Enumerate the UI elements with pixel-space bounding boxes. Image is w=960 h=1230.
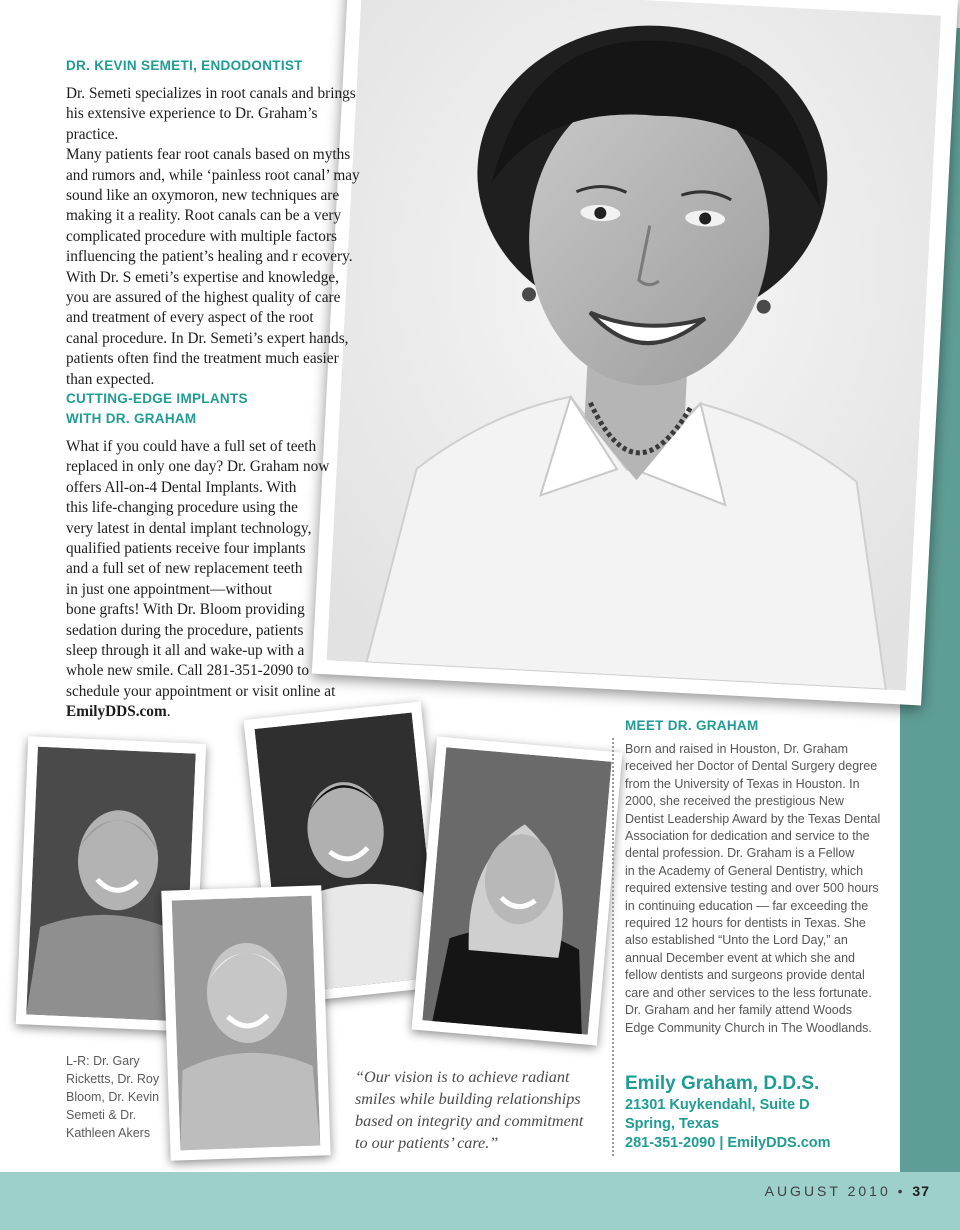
photo-dr-akers xyxy=(412,736,623,1045)
caption-line: Bloom, Dr. Kevin xyxy=(66,1090,160,1104)
implants-line: What if you could have a full set of teeth xyxy=(66,438,317,455)
semeti-line: patients often find the treatment much easier xyxy=(66,350,339,368)
main-portrait-photo xyxy=(312,0,958,705)
meet-line: Association for dedication and service to the xyxy=(625,829,870,844)
meet-line: fellow dentists and surgeons provide dental xyxy=(625,968,865,983)
semeti-line: and rumors and, while ‘painless root canal’ may xyxy=(66,166,360,184)
meet-line: dental profession. Dr. Graham is a Fellow xyxy=(625,846,855,861)
caption-line: L-R: Dr. Gary xyxy=(66,1054,140,1068)
implants-line: schedule your appointment or visit online at xyxy=(66,682,336,700)
contact-address: 21301 Kuykendahl, Suite D xyxy=(625,1097,810,1113)
meet-body xyxy=(625,741,891,1037)
semeti-line: than expected. xyxy=(66,370,155,388)
semeti-line: Many patients fear root canals based on myths xyxy=(66,146,351,164)
implants-heading-line: CUTTING-EDGE IMPLANTS xyxy=(66,391,248,406)
contact-phone-web[interactable]: 281-351-2090 | EmilyDDS.com xyxy=(625,1135,831,1151)
implants-line: replaced in only one day? Dr. Graham now xyxy=(66,458,330,476)
implants-line: whole new smile. Call 281-351-2090 to xyxy=(66,662,310,680)
meet-line: required 12 hours for dentists in Texas. She xyxy=(625,916,866,931)
implants-line: sedation during the procedure, patients xyxy=(66,621,304,639)
quote-line: to our patients’ care.” xyxy=(355,1134,499,1152)
implants-heading-line: WITH DR. GRAHAM xyxy=(66,411,197,426)
meet-line: 2000, she received the prestigious New xyxy=(625,794,844,809)
photo-caption xyxy=(66,1052,176,1142)
implants-heading xyxy=(66,389,248,429)
akers-illustration xyxy=(422,747,611,1034)
column-divider xyxy=(612,738,614,1156)
contact-block xyxy=(625,1072,831,1153)
meet-line: Born and raised in Houston, Dr. Graham xyxy=(625,742,849,756)
portrait-illustration xyxy=(327,0,942,691)
photo-dr-bloom xyxy=(161,885,330,1160)
semeti-heading: DR. KEVIN SEMETI, ENDODONTIST xyxy=(66,58,303,73)
semeti-line: his extensive experience to Dr. Graham’s practice. xyxy=(66,105,318,143)
meet-line: Edge Community Church in The Woodlands. xyxy=(625,1020,872,1035)
doctor-name: Emily Graham, D.D.S. xyxy=(625,1073,820,1094)
meet-line: care and other services to the less fortunate. xyxy=(625,985,872,1000)
meet-line: required extensive testing and over 500 hours xyxy=(625,881,879,896)
semeti-line: With Dr. S emeti’s expertise and knowledge, xyxy=(66,268,339,286)
semeti-line: Dr. Semeti specializes in root canals and brings xyxy=(66,85,356,102)
semeti-body xyxy=(66,84,366,390)
caption-line: Semeti & Dr. xyxy=(66,1108,137,1122)
contact-city: Spring, Texas xyxy=(625,1116,720,1132)
semeti-line: making it a reality. Root canals can be a very xyxy=(66,207,342,225)
implants-line: very latest in dental implant technology, xyxy=(66,519,312,537)
bloom-illustration xyxy=(172,896,321,1151)
implants-line: offers All-on-4 Dental Implants. With xyxy=(66,478,297,496)
caption-line: Ricketts, Dr. Roy xyxy=(66,1072,160,1086)
meet-line: received her Doctor of Dental Surgery degree xyxy=(625,759,878,774)
caption-line: Kathleen Akers xyxy=(66,1126,151,1140)
quote-line: “Our vision is to achieve radiant xyxy=(355,1068,570,1086)
page-number: 37 xyxy=(912,1183,930,1199)
meet-line: from the University of Texas in Houston. In xyxy=(625,776,860,791)
semeti-line: canal procedure. In Dr. Semeti’s expert hands, xyxy=(66,329,349,347)
quote-line: based on integrity and commitment xyxy=(355,1112,584,1130)
meet-line: Dr. Graham and her family attend Woods xyxy=(625,1003,852,1018)
implants-line: bone grafts! With Dr. Bloom providing xyxy=(66,601,305,619)
semeti-line: sound like an oxymoron, new techniques are xyxy=(66,187,340,205)
footer-folio xyxy=(765,1183,930,1199)
meet-line: in continuing education — far exceeding the xyxy=(625,898,869,913)
website-suffix: . xyxy=(166,703,171,721)
meet-line: in the Academy of General Dentistry, which xyxy=(625,863,864,878)
meet-heading: MEET DR. GRAHAM xyxy=(625,718,759,733)
semeti-line: you are assured of the highest quality of care xyxy=(66,289,341,307)
quote-line: smiles while building relationships xyxy=(355,1090,581,1108)
issue-date: AUGUST 2010 • xyxy=(764,1183,906,1199)
semeti-line: and treatment of every aspect of the root xyxy=(66,309,314,327)
implants-line: and a full set of new replacement teeth xyxy=(66,560,303,578)
implants-line: qualified patients receive four implants xyxy=(66,540,306,558)
footer-bar xyxy=(0,1172,960,1230)
implants-line: sleep through it all and wake-up with a xyxy=(66,642,305,660)
implants-line: in just one appointment—without xyxy=(66,580,273,598)
pull-quote xyxy=(355,1066,615,1154)
website-link[interactable]: EmilyDDS.com xyxy=(66,703,167,721)
semeti-line: influencing the patient’s healing and r ecovery. xyxy=(66,248,353,266)
implants-body xyxy=(66,437,366,723)
implants-line: this life-changing procedure using the xyxy=(66,499,298,517)
meet-line: also established “Unto the Lord Day,” an xyxy=(625,933,848,948)
meet-line: annual December event at which she and xyxy=(625,950,856,965)
meet-line: Dentist Leadership Award by the Texas Dental xyxy=(625,811,881,826)
semeti-line: complicated procedure with multiple factors xyxy=(66,227,337,245)
